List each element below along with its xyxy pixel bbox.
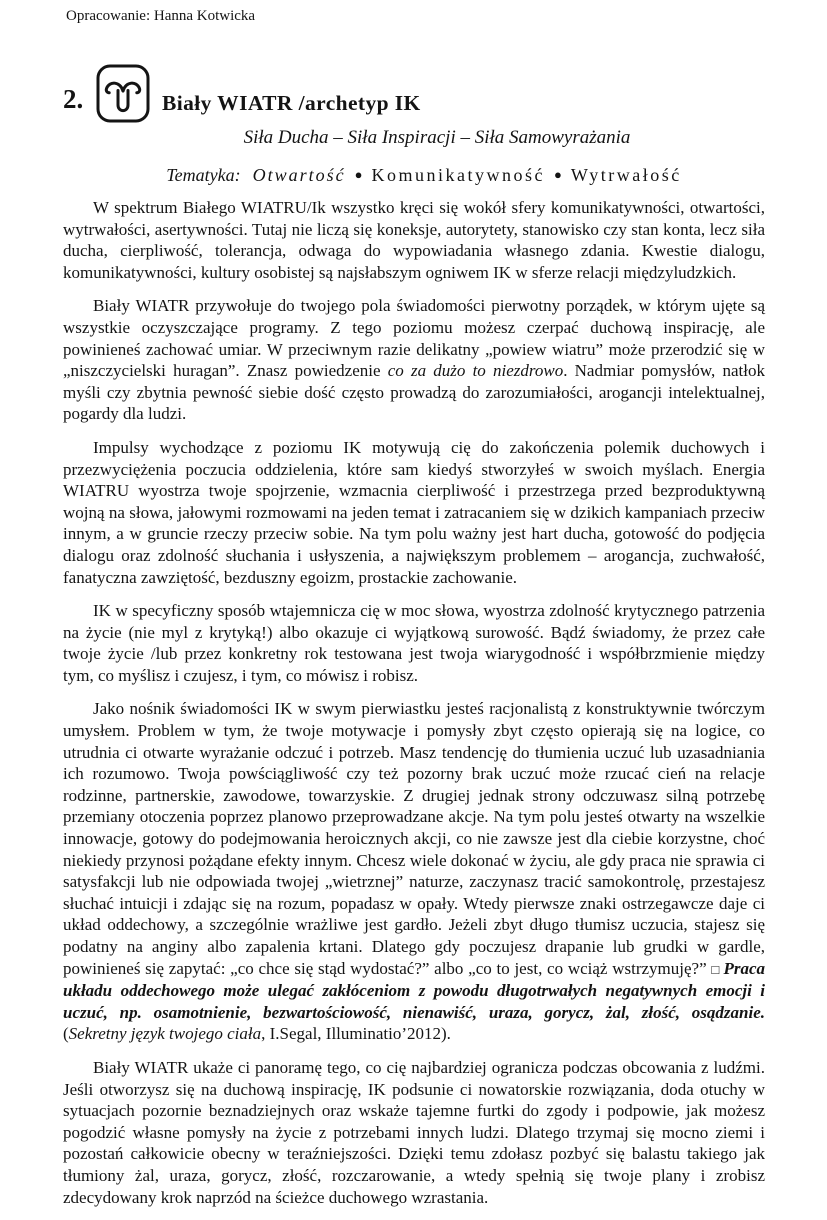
text-run: Biały WIATR ukaże ci panoramę tego, co cię najbardziej ogranicza podczas obcowania z ludźmi. Jeśli otworzysz się na duchową inspirację, IK podsunie ci nowatorskie rozwiązania, doda otuchy w sytuacjach pozornie beznadziejnych oraz wskaże tajemne furtki do zgody i podpowie, jak możesz pogodzić własne pomysły na życie z potrzebami innych ludzi. Dlatego trzymaj się mocno ziemi i pozostań całkowicie obecny w teraźniejszości. Dzięki temu zdołasz pozbyć się balastu takiego jak tłumiony żal, uraza, gorycz, złość, rozczarowanie, a wtedy spełnią się twoje plany i zrobisz zdecydowany krok naprzód na ścieżce duchowego wzrastania. bbox=[63, 1057, 765, 1207]
ik-wind-seal-svg bbox=[96, 64, 150, 123]
text-run: . Nadmiar pomysłów, natłok myśli czy zbytnia pewność siebie dość często prowadzą do zarozumiałości, arogancji intelektualnej, pogardy dla ludzi. bbox=[63, 361, 765, 424]
text-run: □ bbox=[711, 961, 724, 977]
text-run: co za dużo to niezdrowo bbox=[387, 361, 564, 381]
text-run: , I.Segal, Illuminatio’2012). bbox=[261, 1024, 451, 1044]
text-run: Praca układu oddechowego może ulegać zakłóceniom z powodu długotrwałych negatywnych emocji i uczuć, np. osamotnienie, bezwartościowość, nienawiść, uraza, gorycz, żal, złość, osądzanie. bbox=[63, 958, 766, 1022]
text-run: Impulsy wychodzące z poziomu IK motywują cię do zakończenia polemik duchowych i przezwyciężenia poczucia oddzielenia, które sam kiedyś stworzyłeś w swoich myślach. Energia WIATRU wyostrza twoje spojrzenie, wzmacnia cierpliwość i przestrzega przed bezproduktywną wojną na słowa, jałowymi rozmowami na jeden temat i zatracaniem się w dzikich kampaniach przeciw innym, a w gruncie rzeczy przeciw sobie. Na tym polu ważny jest hart ducha, gotowość do podjęcia dialogu oraz zdolność słuchania i usłyszenia, a największym problemem – arogancja, zuchwałość, fanatyczna zawziętość, bezduszny egoizm, prostackie zachowanie. bbox=[63, 437, 765, 587]
paragraph bbox=[63, 698, 765, 1045]
document-body bbox=[63, 197, 765, 1220]
topic-item: Otwartość bbox=[252, 165, 346, 185]
topic-item: Wytrwałość bbox=[570, 165, 682, 185]
page-title: Biały WIATR /archetyp IK bbox=[162, 91, 421, 115]
text-run: ( bbox=[63, 1024, 69, 1044]
ik-wind-seal-icon bbox=[96, 64, 150, 123]
topic-item: Komunikatywność bbox=[371, 165, 545, 185]
text-run: W spektrum Białego WIATRU/Ik wszystko kręci się wokół sfery komunikatywności, otwartości, wytrwałości, asertywności. Tutaj nie liczą się koneksje, autorytety, stanowisko czy stan konta, lecz siła ducha, cierpliwość, tolerancja, odwaga do wypowiadania własnego zdania. Kwestie dialogu, komunikatywności, kultury osobistej są najsłabszym ogniwem IK w sferze relacji międzyludzkich. bbox=[63, 198, 765, 282]
paragraph bbox=[63, 295, 765, 425]
text-run: Sekretny język twojego ciała bbox=[68, 1024, 262, 1044]
paragraph bbox=[63, 197, 765, 283]
text-run: Biały WIATR przywołuje do twojego pola świadomości pierwotny porządek, w którym ujęte są wszystkie oczyszczające programy. Z tego poziomu możesz czerpać duchową inspirację, ale powinieneś zachować umiar. W przeciwnym razie delikatny „powiew wiatru” może przerodzić się w „niszczycielski huragan”. Znasz powiedzenie bbox=[63, 296, 765, 381]
paragraph bbox=[63, 600, 765, 686]
topics-line bbox=[83, 165, 765, 186]
credit-line: Opracowanie: Hanna Kotwicka bbox=[66, 8, 256, 24]
paragraph bbox=[63, 1057, 765, 1208]
text-run: IK w specyficzny sposób wtajemnicza cię w moc słowa, wyostrza zdolność krytycznego patrzenia na życie (nie myl z krytyką!) albo okazuje ci wyjątkową surowość. Bądź świadomy, że przez całe twoje życie /lub przez konkretny rok testowana jest twoja wiarygodność i współbrzmienie między tym, co myślisz i czujesz, i tym, co mówisz i robisz. bbox=[63, 601, 765, 685]
page-subtitle: Siła Ducha – Siła Inspiracji – Siła Samowyrażania bbox=[243, 127, 631, 148]
bullet-icon: ● bbox=[553, 167, 562, 182]
paragraph bbox=[63, 437, 765, 588]
text-run: Jako nośnik świadomości IK w swym pierwiastku jesteś racjonalistą z konstruktywnie twórczym umysłem. Problem w tym, że twoje motywacje i pomysły zbyt często opierają się na logice, co utrudnia ci otwarte wyrażanie odczuć i potrzeb. Masz tendencję do tłumienia uczuć lub uzasadniania ich rozumowo. Twoja powściągliwość czy też pozorny brak uczuć może rzucać cień na relacje rodzinne, partnerskie, zawodowe, towarzyskie. Z drugiej jednak strony odczuwasz silną potrzebę przemiany otoczenia poprzez planowo przeprowadzane akcje. Na tym polu jesteś otwarty na wszelkie innowacje, gotowy do podejmowania heroicznych akcji, co nie zawsze jest dla ciebie korzystne, choć niekiedy przynosi pożądane efekty innym. Chcesz wiele dokonać w życiu, ale gdy praca nie sprawia ci satysfakcji lub nie odpowiada twojej „wietrznej” naturze, zaczynasz tracić samokontrolę, przestajesz słuchać intuicji i zdając się na rozum, popadasz w opały. Wtedy pierwsze znaki ostrzegawcze daje ci układ oddechowy, a szczególnie wrażliwe jest gardło. Jeżeli zbyt długo tłumisz uczucia, stajesz się podatny na anginy albo zapalenia krtani. Dlatego gdy poczujesz drapanie lub grudki w gardle, powinieneś się zapytać: „co chce się stąd wydostać?” albo „co to jest, co wciąż wstrzymuję?” bbox=[63, 699, 765, 978]
bullet-icon: ● bbox=[354, 167, 363, 182]
section-number: 2. bbox=[63, 84, 84, 114]
topics-label: Tematyka: bbox=[166, 165, 241, 185]
